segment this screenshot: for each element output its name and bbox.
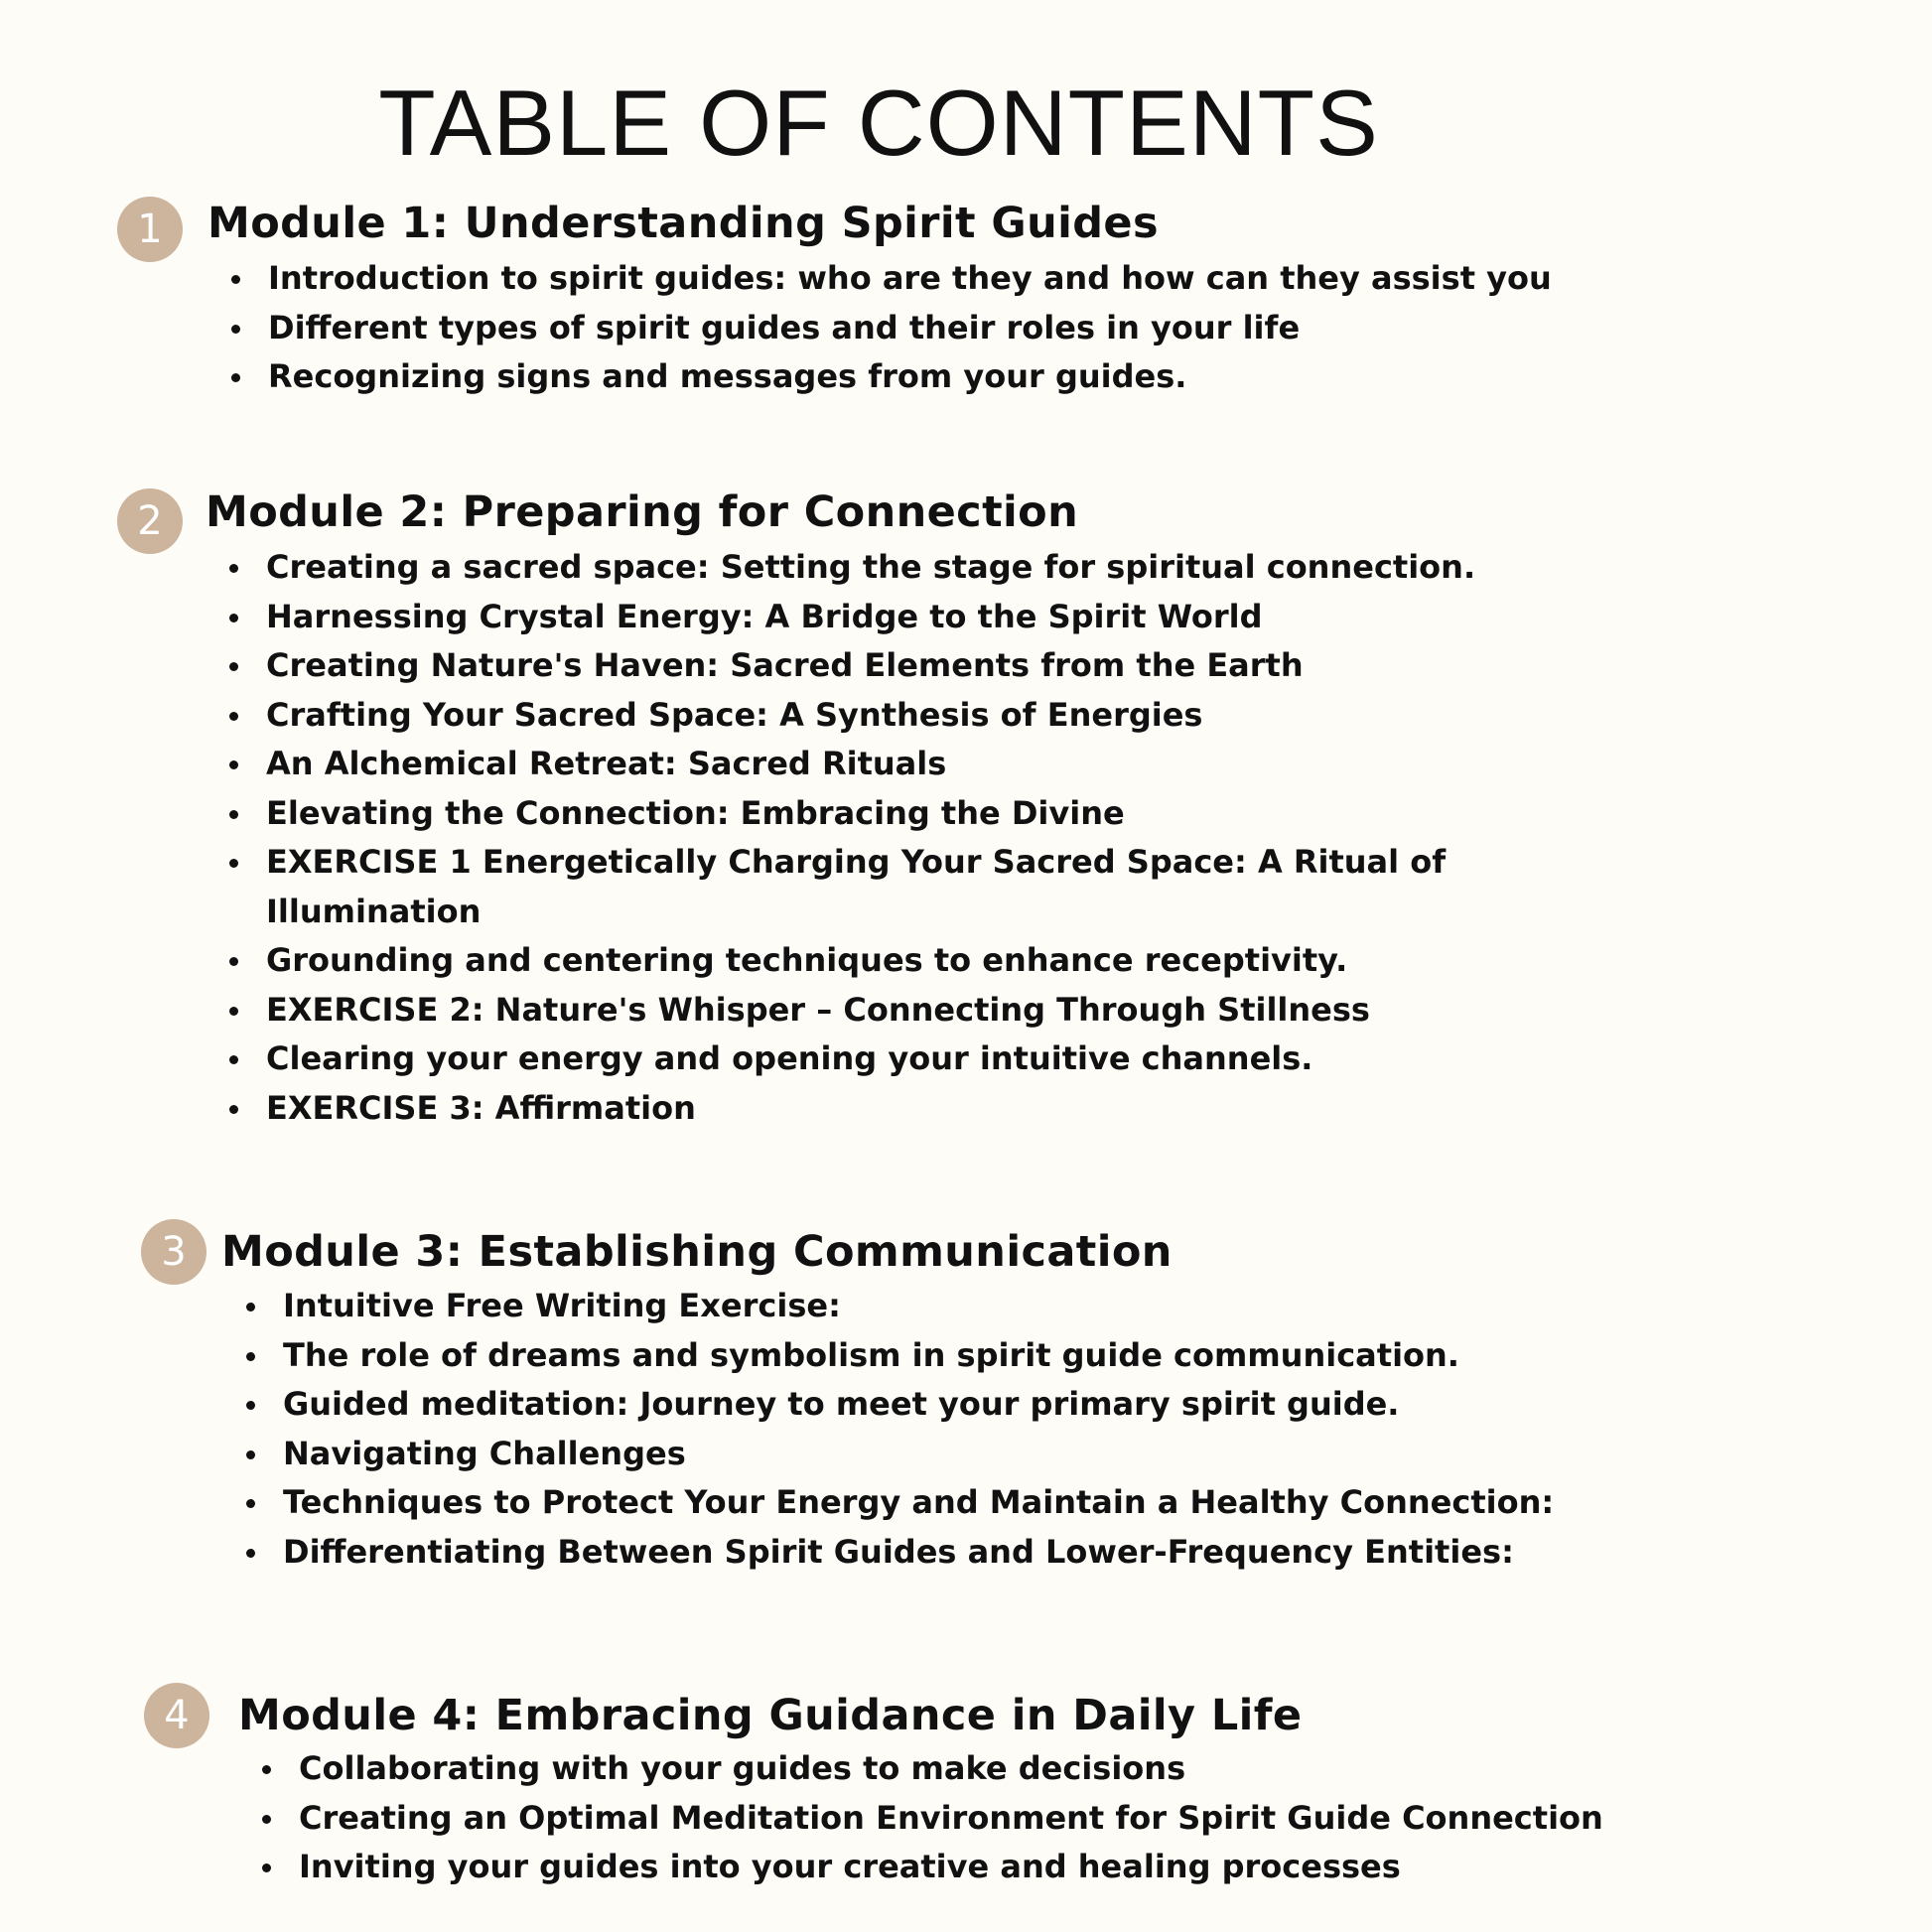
bullet-icon <box>231 275 240 284</box>
topic-list <box>262 1744 1603 1892</box>
topic-text: Navigating Challenges <box>283 1434 686 1472</box>
topic-item <box>231 254 1552 304</box>
bullet-icon <box>246 1401 255 1410</box>
topic-text: EXERCISE 3: Affirmation <box>266 1088 696 1127</box>
topic-item <box>229 740 1475 789</box>
bullet-icon <box>246 1499 255 1508</box>
bullet-icon <box>229 1007 238 1016</box>
module-number-badge: 2 <box>117 488 183 554</box>
topic-text: Intuitive Free Writing Exercise: <box>283 1287 841 1324</box>
bullet-icon <box>229 1105 238 1114</box>
topic-text: Collaborating with your guides to make decisions <box>299 1749 1186 1787</box>
bullet-icon <box>229 662 238 671</box>
topic-item <box>246 1380 1554 1430</box>
topic-text: Inviting your guides into your creative and healing processes <box>299 1848 1401 1885</box>
bullet-icon <box>229 859 238 868</box>
topic-text: Creating an Optimal Meditation Environment for Spirit Guide Connection <box>299 1798 1603 1837</box>
topic-text: Introduction to spirit guides: who are they and how can they assist you <box>268 259 1552 297</box>
module-number-badge: 1 <box>117 197 183 262</box>
topic-text: EXERCISE 1 Energetically Charging Your Sacred Space: A Ritual of <box>266 843 1447 881</box>
topic-item <box>246 1331 1554 1381</box>
topic-item <box>229 838 1475 936</box>
bullet-icon <box>262 1815 271 1824</box>
bullet-icon <box>229 712 238 721</box>
topic-text: Harnessing Crystal Energy: A Bridge to the Spirit World <box>266 597 1263 635</box>
bullet-icon <box>229 760 238 769</box>
topic-text: Guided meditation: Journey to meet your primary spirit guide. <box>283 1385 1400 1423</box>
module-number-badge: 4 <box>144 1683 209 1748</box>
bullet-icon <box>246 1303 255 1311</box>
topic-text: Creating a sacred space: Setting the stage for spiritual connection. <box>266 548 1476 586</box>
topic-text: Different types of spirit guides and their roles in your life <box>268 308 1301 346</box>
bullet-icon <box>262 1863 271 1872</box>
bullet-icon <box>229 1055 238 1064</box>
topic-item <box>246 1430 1554 1479</box>
topic-text: Techniques to Protect Your Energy and Maintain a Healthy Connection: <box>283 1483 1555 1521</box>
module-heading: Module 2: Preparing for Connection <box>206 487 1079 537</box>
topic-item <box>246 1528 1554 1578</box>
page-title: TABLE OF CONTENTS <box>378 70 1379 175</box>
topic-item <box>229 936 1475 986</box>
topic-item <box>231 304 1552 353</box>
topic-text: Crafting Your Sacred Space: A Synthesis of Energies <box>266 695 1203 734</box>
topic-text: Clearing your energy and opening your intuitive channels. <box>266 1039 1313 1077</box>
topic-text: EXERCISE 2: Nature's Whisper – Connecting Through Stillness <box>266 990 1370 1029</box>
topic-item <box>229 593 1475 642</box>
module-heading: Module 4: Embracing Guidance in Daily Life <box>238 1691 1303 1740</box>
bullet-icon <box>229 614 238 622</box>
topic-item <box>229 691 1475 741</box>
topic-text: Grounding and centering techniques to enhance receptivity. <box>266 941 1348 979</box>
topic-item <box>229 1084 1475 1134</box>
bullet-icon <box>246 1352 255 1361</box>
bullet-icon <box>231 373 240 382</box>
module-number-badge: 3 <box>141 1219 207 1285</box>
topic-list <box>229 543 1475 1133</box>
topic-text: Elevating the Connection: Embracing the Divine <box>266 793 1125 832</box>
topic-item <box>229 1035 1475 1084</box>
topic-item <box>229 986 1475 1035</box>
topic-item <box>229 543 1475 593</box>
topic-text: Recognizing signs and messages from your guides. <box>268 357 1187 395</box>
topic-text: The role of dreams and symbolism in spirit guide communication. <box>283 1335 1459 1374</box>
bullet-icon <box>231 325 240 334</box>
bullet-icon <box>262 1765 271 1774</box>
bullet-icon <box>229 810 238 819</box>
bullet-icon <box>229 564 238 573</box>
bullet-icon <box>229 957 238 966</box>
module-heading: Module 1: Understanding Spirit Guides <box>207 199 1159 248</box>
topic-item <box>262 1794 1603 1844</box>
topic-item <box>262 1744 1603 1794</box>
topic-text: Differentiating Between Spirit Guides and Lower-Frequency Entities: <box>283 1532 1514 1571</box>
topic-text: Creating Nature's Haven: Sacred Elements from the Earth <box>266 646 1304 684</box>
bullet-icon <box>246 1549 255 1558</box>
module-heading: Module 3: Establishing Communication <box>221 1227 1173 1277</box>
topic-item <box>246 1282 1554 1331</box>
topic-list <box>231 254 1552 402</box>
topic-item <box>246 1478 1554 1528</box>
topic-text: An Alchemical Retreat: Sacred Rituals <box>266 745 947 782</box>
bullet-icon <box>246 1450 255 1459</box>
topic-list <box>246 1282 1554 1577</box>
topic-item <box>229 789 1475 839</box>
topic-item <box>262 1843 1603 1892</box>
topic-item <box>231 352 1552 402</box>
topic-item <box>229 641 1475 691</box>
topic-text-continued: Illumination <box>266 892 482 930</box>
